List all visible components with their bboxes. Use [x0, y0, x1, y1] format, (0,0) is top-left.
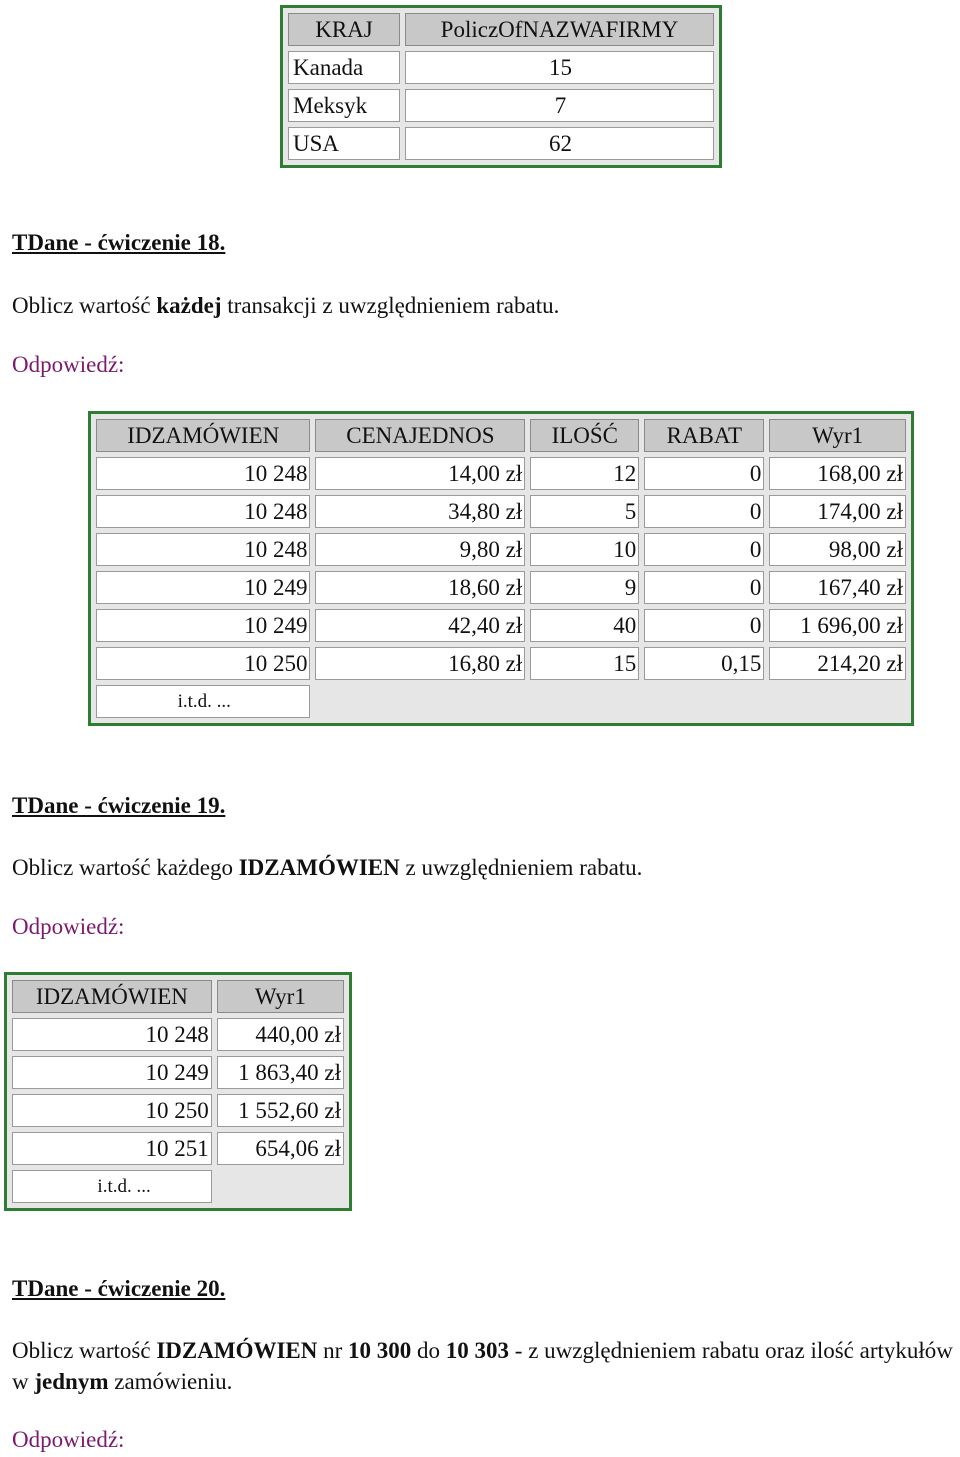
table-cell: 7: [405, 89, 714, 122]
table-cell-empty: [217, 1170, 344, 1203]
table-cell: 1 552,60 zł: [217, 1094, 344, 1127]
table-row: [96, 609, 906, 642]
exercise-20-answer-label: Odpowiedź:: [12, 1427, 125, 1452]
table-cell-empty: [530, 685, 639, 718]
table-cell-empty: [644, 685, 764, 718]
table-cell: 34,80 zł: [315, 495, 525, 528]
column-header: PoliczOfNAZWAFIRMY: [405, 13, 714, 46]
table-cell: 167,40 zł: [769, 571, 906, 604]
exercise-20-heading: TDane - ćwiczenie 20.: [12, 1276, 226, 1301]
exercise-19-text: [12, 852, 642, 883]
exercise-18-text: [12, 290, 559, 321]
column-header: IDZAMÓWIEN: [96, 419, 310, 452]
country-count-table: [280, 5, 722, 168]
table-row: [96, 495, 906, 528]
table-row-more: [96, 685, 906, 718]
text-bold: IDZAMÓWIEN: [238, 855, 400, 880]
text-fragment: Oblicz wartość: [12, 1338, 157, 1363]
column-header: Wyr1: [217, 980, 344, 1013]
table-row: [288, 127, 714, 160]
table-row: [96, 533, 906, 566]
text-bold: 10 303: [445, 1338, 510, 1363]
table-cell: 12: [530, 457, 639, 490]
text-bold: każdej: [156, 293, 222, 318]
table-cell: 10 248: [96, 533, 310, 566]
table-cell: 654,06 zł: [217, 1132, 344, 1165]
table-header-row: [288, 13, 714, 46]
text-fragment: z uwzględnieniem rabatu.: [399, 855, 643, 880]
exercise-18-heading: TDane - ćwiczenie 18.: [12, 230, 226, 255]
table-header-row: [12, 980, 344, 1013]
table-cell: 10 251: [12, 1132, 212, 1165]
text-fragment: do: [411, 1338, 446, 1363]
text-fragment: nr: [317, 1338, 349, 1363]
table-row: [12, 1132, 344, 1165]
table-cell: 10: [530, 533, 639, 566]
table-cell: 1 696,00 zł: [769, 609, 906, 642]
table-cell: 174,00 zł: [769, 495, 906, 528]
table-cell: 40: [530, 609, 639, 642]
table-cell: 18,60 zł: [315, 571, 525, 604]
table-cell: 10 249: [96, 571, 310, 604]
exercise-19-answer-label: Odpowiedź:: [12, 914, 125, 939]
exercise-19-heading: TDane - ćwiczenie 19.: [12, 793, 226, 818]
table-cell: Kanada: [288, 51, 400, 84]
table-row: [288, 51, 714, 84]
table-cell: 9,80 zł: [315, 533, 525, 566]
text-fragment: Oblicz wartość każdego: [12, 855, 239, 880]
table-cell: 0: [644, 457, 764, 490]
table-cell-empty: [315, 685, 525, 718]
table-cell-more: i.t.d. ...: [96, 685, 310, 718]
text-fragment: Oblicz wartość: [12, 293, 157, 318]
table-cell: 10 248: [96, 495, 310, 528]
text-bold: jednym: [34, 1369, 109, 1394]
table-cell: 0: [644, 609, 764, 642]
text-bold: 10 300: [348, 1338, 412, 1363]
table-cell: 214,20 zł: [769, 647, 906, 680]
text-fragment: - z uwzględnieniem rabatu oraz ilość artykułów w: [12, 1338, 953, 1394]
exercise-20-text: [12, 1335, 957, 1397]
table-row: [96, 647, 906, 680]
table-cell-more: i.t.d. ...: [12, 1170, 212, 1203]
table-cell: 98,00 zł: [769, 533, 906, 566]
table-row: [96, 571, 906, 604]
table-cell: 10 249: [96, 609, 310, 642]
table-cell: 10 248: [12, 1018, 212, 1051]
table-cell: 0,15: [644, 647, 764, 680]
table-cell: 0: [644, 533, 764, 566]
table-row-more: [12, 1170, 344, 1203]
table-cell: 9: [530, 571, 639, 604]
text-bold: IDZAMÓWIEN: [156, 1338, 318, 1363]
table-cell: 5: [530, 495, 639, 528]
text-fragment: transakcji z uwzględnieniem rabatu.: [221, 293, 560, 318]
column-header: ILOŚĆ: [530, 419, 639, 452]
table-cell: 16,80 zł: [315, 647, 525, 680]
table-row: [288, 89, 714, 122]
table-cell: 440,00 zł: [217, 1018, 344, 1051]
table-cell: 42,40 zł: [315, 609, 525, 642]
table-row: [12, 1018, 344, 1051]
table-row: [96, 457, 906, 490]
table-cell: 62: [405, 127, 714, 160]
table-row: [12, 1094, 344, 1127]
table-header-row: [96, 419, 906, 452]
table-cell: 14,00 zł: [315, 457, 525, 490]
column-header: KRAJ: [288, 13, 400, 46]
column-header: CENAJEDNOS: [315, 419, 525, 452]
table-cell-empty: [769, 685, 906, 718]
table-cell: 168,00 zł: [769, 457, 906, 490]
table-cell: 10 249: [12, 1056, 212, 1089]
table-cell: 1 863,40 zł: [217, 1056, 344, 1089]
table-cell: Meksyk: [288, 89, 400, 122]
table-cell: 10 250: [12, 1094, 212, 1127]
table-cell: USA: [288, 127, 400, 160]
column-header: IDZAMÓWIEN: [12, 980, 212, 1013]
table-cell: 10 250: [96, 647, 310, 680]
table-cell: 0: [644, 571, 764, 604]
transactions-table: [88, 411, 914, 726]
text-fragment: zamówieniu.: [108, 1369, 233, 1394]
column-header: RABAT: [644, 419, 764, 452]
exercise-18-answer-label: Odpowiedź:: [12, 352, 125, 377]
table-cell: 10 248: [96, 457, 310, 490]
table-cell: 0: [644, 495, 764, 528]
order-totals-table: [4, 972, 352, 1211]
column-header: Wyr1: [769, 419, 906, 452]
table-cell: 15: [405, 51, 714, 84]
table-row: [12, 1056, 344, 1089]
table-cell: 15: [530, 647, 639, 680]
